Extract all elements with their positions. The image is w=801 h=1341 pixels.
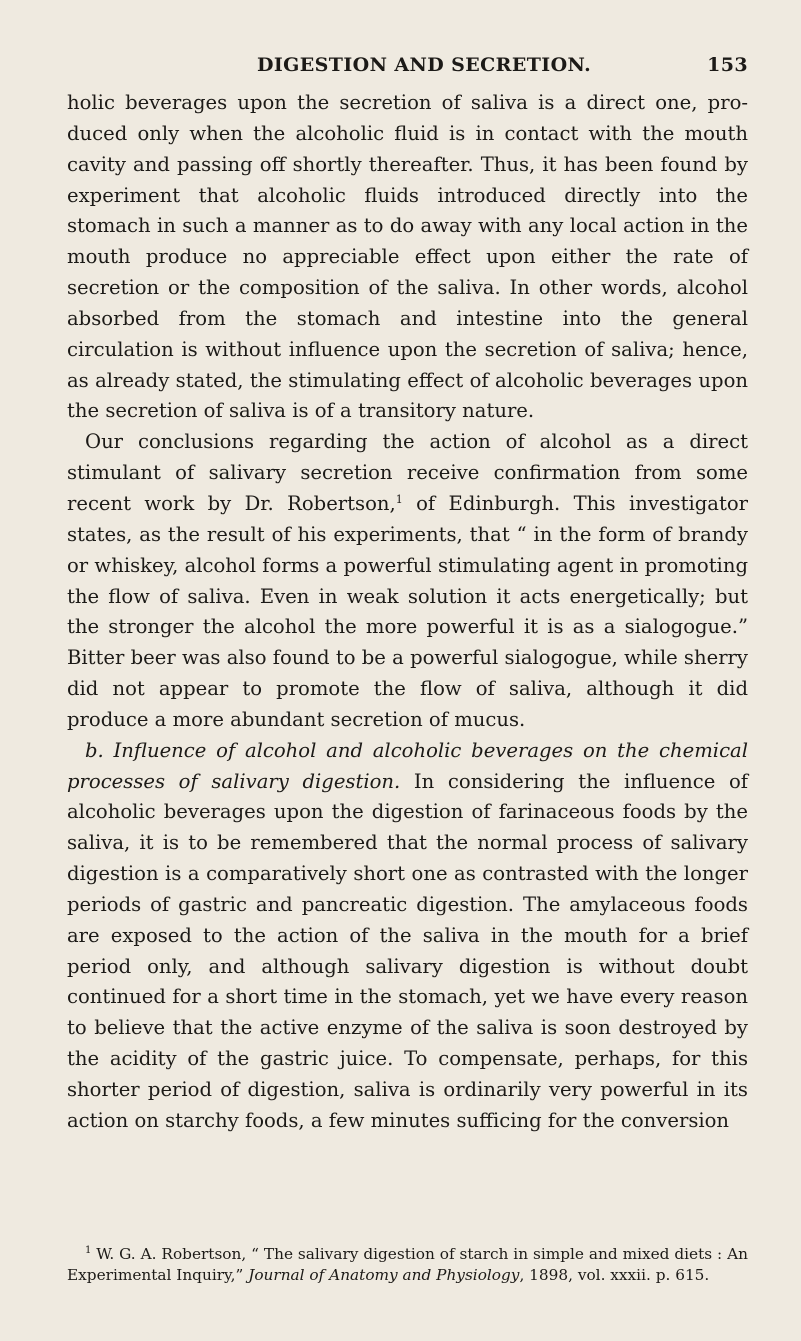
footnotes [67,1244,748,1286]
paragraph-text: In considering the influence of alcoholic beverages upon the digestion of farinaceous foods by the saliva, it is to be remembered that the normal process of salivary digestion is a comparatively short one as contrasted with the longer periods of gastric and pancreatic digestion. The amylaceous foods are exposed to the action of the saliva in the mouth for a brief period only, and although salivary digestion is without doubt continued for a short time in the stomach, yet we have every reason to believe that the active enzyme of the saliva is soon destroyed by the acidity of the gastric juice. To compensate, perhaps, for this shorter period of digestion, saliva is ordinarily very powerful in its action on starchy foods, a few minutes sufficing for the conversion [67,769,749,1132]
section-heading: b. Influence of alcohol and alcoholic beverages on the chemical processes of salivary digestion. [67,738,748,793]
footnote-marker: 1 [85,1245,92,1256]
paragraph-continued: holic beverages upon the secretion of saliva is a direct one, produced only when the alcoholic fluid is in contact with the mouth cavity and passing off shortly thereafter. Thus, it has been found by experiment that alcoholic fluids introduced directly into the stomach in such a manner as to do away with any local action in the mouth produce no appreciable effect upon either the rate of secretion or the composition of the saliva. In other words, alcohol absorbed from the stomach and intestine into the general circulation is without influence upon the secretion of saliva; hence, as already stated, the stimulating effect of alcoholic beverages upon the secretion of saliva is of a transitory nature. [67,91,748,423]
paragraph-text-after: of Edinburgh. This investigator states, as the result of his experiments, that “ in the form of brandy or whiskey, alcohol forms a powerful stimulating agent in promoting the flow of saliva. Even in weak solution it acts energetically; but the stronger the alcohol the more powerful it is as a sialogogue.” Bitter beer was also found to be a powerful sialogogue, while sherry did not appear to promote the flow of saliva, although it did produce a more abundant secretion of mucus. [67,491,748,731]
footnote-reference: 1 [395,492,403,506]
page-number: 153 [707,54,748,76]
footnote [67,1244,748,1286]
body-text [67,88,748,1137]
page-header [72,54,748,82]
footnote-journal: Journal of Anatomy and Physiology [248,1266,520,1284]
running-title: DIGESTION AND SECRETION. [257,54,592,76]
paragraph-section-b [67,736,748,1137]
footnote-text-after: , 1898, vol. xxxii. p. 615. [519,1266,710,1284]
paragraph-robertson [67,427,748,735]
footnote-text-before: W. G. A. Robertson, “ The salivary digestion of starch in simple and mixed diets : An Experimental Inquiry,” [67,1245,748,1284]
paragraph-text-before: Our conclusions regarding the action of alcohol as a direct stimulant of salivary secretion receive confirmation from some recent work by Dr. Robertson, [67,430,748,515]
